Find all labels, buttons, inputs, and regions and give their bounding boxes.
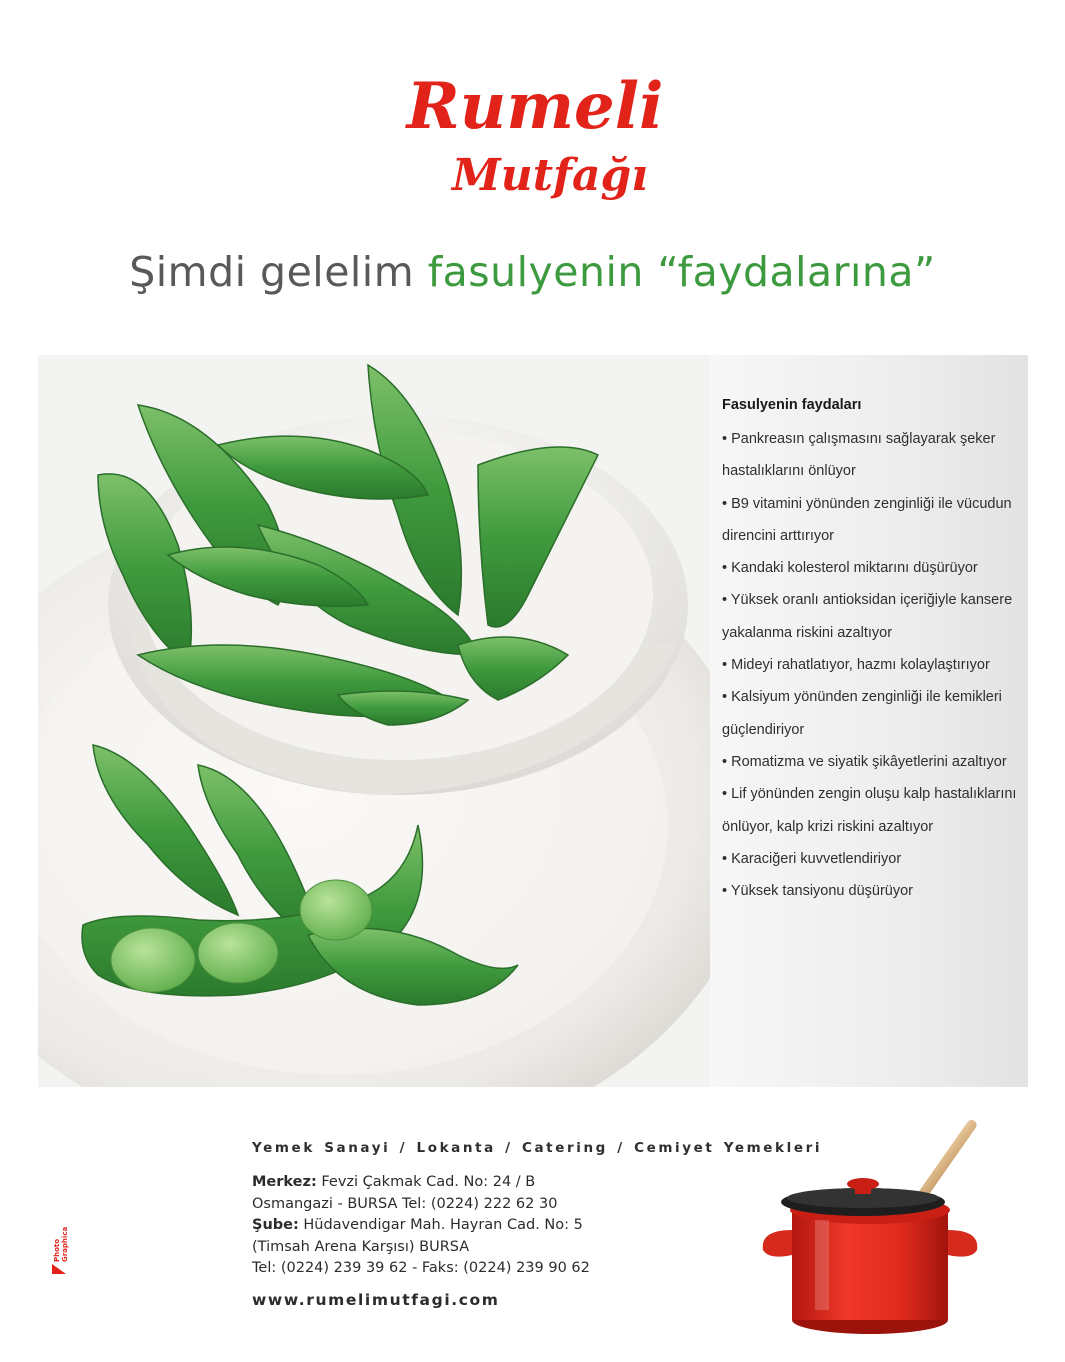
merkez-address-line2: Osmangazi - BURSA Tel: (0224) 222 62 30 — [252, 1195, 558, 1212]
brand-name-line2: Mutfağı — [452, 150, 648, 201]
benefit-item: • Kalsiyum yönünden zenginliği ile kemikleri güçlendiriyor — [722, 681, 1022, 746]
brand-logo — [400, 50, 670, 210]
photo-credit-text2: Graphica — [61, 1226, 69, 1262]
contact-phone-fax: Tel: (0224) 239 39 62 - Faks: (0224) 239 90 62 — [252, 1260, 590, 1276]
services-tagline: Yemek Sanayi / Lokanta / Catering / Cemiyet Yemekleri — [252, 1140, 823, 1156]
benefit-item: • Karaciğeri kuvvetlendiriyor — [722, 843, 1022, 875]
headline-part-green: fasulyenin “faydalarına” — [427, 248, 936, 296]
benefits-title: Fasulyenin faydaları — [722, 397, 862, 413]
sube-address-line1: Hüdavendigar Mah. Hayran Cad. No: 5 — [298, 1217, 583, 1233]
photo-credit-logo — [50, 1216, 70, 1276]
brand-name-line1: Rumeli — [406, 69, 664, 144]
sube-label: Şube: — [252, 1217, 299, 1233]
merkez-address-line1: Fevzi Çakmak Cad. No: 24 / B — [316, 1174, 536, 1190]
benefit-item: • B9 vitamini yönünden zenginliği ile vücudun direncini arttırıyor — [722, 488, 1022, 553]
page-headline — [0, 248, 1065, 296]
benefit-item: • Kandaki kolesterol miktarını düşürüyor — [722, 552, 1022, 584]
benefits-list — [722, 393, 1022, 907]
benefit-item: • Yüksek oranlı antioksidan içeriğiyle kansere yakalanma riskini azaltıyor — [722, 584, 1022, 649]
address-block — [252, 1172, 672, 1280]
photo-credit-text1: Photo — [53, 1238, 61, 1262]
benefit-item: • Lif yönünden zengin oluşu kalp hastalıklarını önlüyor, kalp krizi riskini azaltıyor — [722, 778, 1022, 843]
headline-part-gray: Şimdi gelelim — [129, 248, 428, 296]
red-pot-image — [755, 1110, 985, 1340]
benefit-item: • Mideyi rahatlatıyor, hazmı kolaylaştırıyor — [722, 649, 1022, 681]
merkez-label: Merkez: — [252, 1174, 317, 1190]
benefit-item: • Pankreasın çalışmasını sağlayarak şeker hastalıklarını önlüyor — [722, 423, 1022, 488]
website-link[interactable]: www.rumelimutfagi.com — [252, 1291, 500, 1309]
sube-address-line2: (Timsah Arena Karşısı) BURSA — [252, 1238, 470, 1255]
benefit-item: • Romatizma ve siyatik şikâyetlerini azaltıyor — [722, 746, 1022, 778]
benefit-item: • Yüksek tansiyonu düşürüyor — [722, 875, 1022, 907]
